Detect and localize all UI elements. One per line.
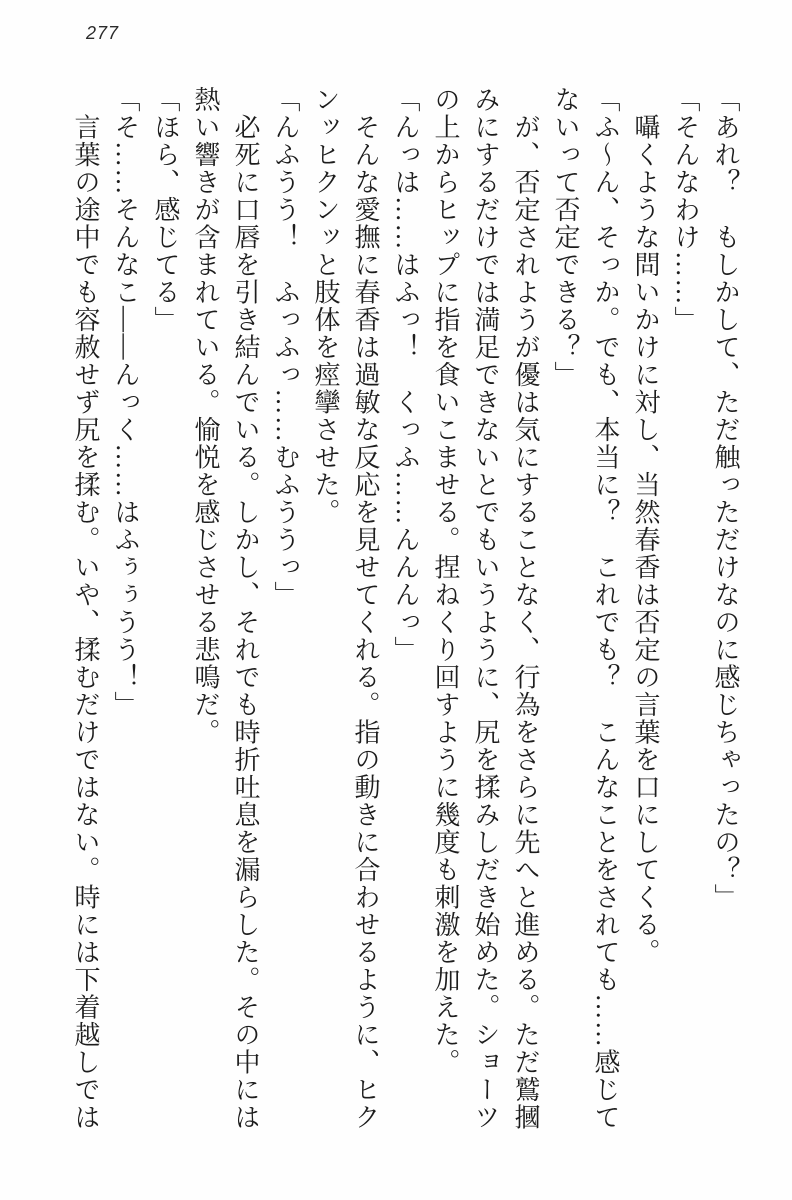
- text-line: 「んっは……はふっ！ くっふ……んんんっ」: [391, 86, 420, 664]
- text-line: そんな愛撫に春香は過敏な反応を見せてくれる。指の動きに合わせるように、ヒク: [351, 86, 380, 1131]
- text-line: 「そんなわけ……」: [671, 86, 700, 334]
- text-line: 「あれ？ もしかして、ただ触っただけなのに感じちゃったの？」: [711, 86, 740, 911]
- text-line: ないって否定できる？」: [551, 86, 580, 389]
- text-line: 「ほら、感じてる」: [151, 86, 180, 334]
- text-line: みにするだけでは満足できないとでもいうように、尻を揉みしだき始めた。ショーツ: [471, 86, 500, 1131]
- text-line: 「んふうう！ ふっふっ……むふううっ」: [271, 86, 300, 609]
- page-text: [65, 86, 745, 1200]
- text-line: 「ふ〜ん、そっか。でも、本当に？ これでも？ こんなことをされても……感じて: [591, 86, 620, 1131]
- text-line: 熱い響きが含まれている。愉悦を感じさせる悲鳴だ。: [191, 86, 220, 746]
- page-number: 277: [86, 23, 120, 43]
- text-line: ンッヒクンッと肢体を痙攣させた。: [311, 86, 340, 526]
- text-line: 必死に口唇を引き結んでいる。しかし、それでも時折吐息を漏らした。その中には: [231, 86, 260, 1131]
- text-line: の上からヒップに指を食いこませる。捏ねくり回すように幾度も刺激を加えた。: [431, 86, 460, 1076]
- text-line: 囁くような問いかけに対し、当然春香は否定の言葉を口にしてくる。: [631, 86, 660, 966]
- text-line: 「そ……そんなこ――んっく……はふぅぅうう！」: [111, 86, 140, 719]
- text-line: が、否定されようが優は気にすることなく、行為をさらに先へと進める。ただ鷲摑: [511, 86, 540, 1131]
- text-line: 言葉の途中でも容赦せず尻を揉む。いや、揉むだけではない。時には下着越しでは: [71, 86, 100, 1131]
